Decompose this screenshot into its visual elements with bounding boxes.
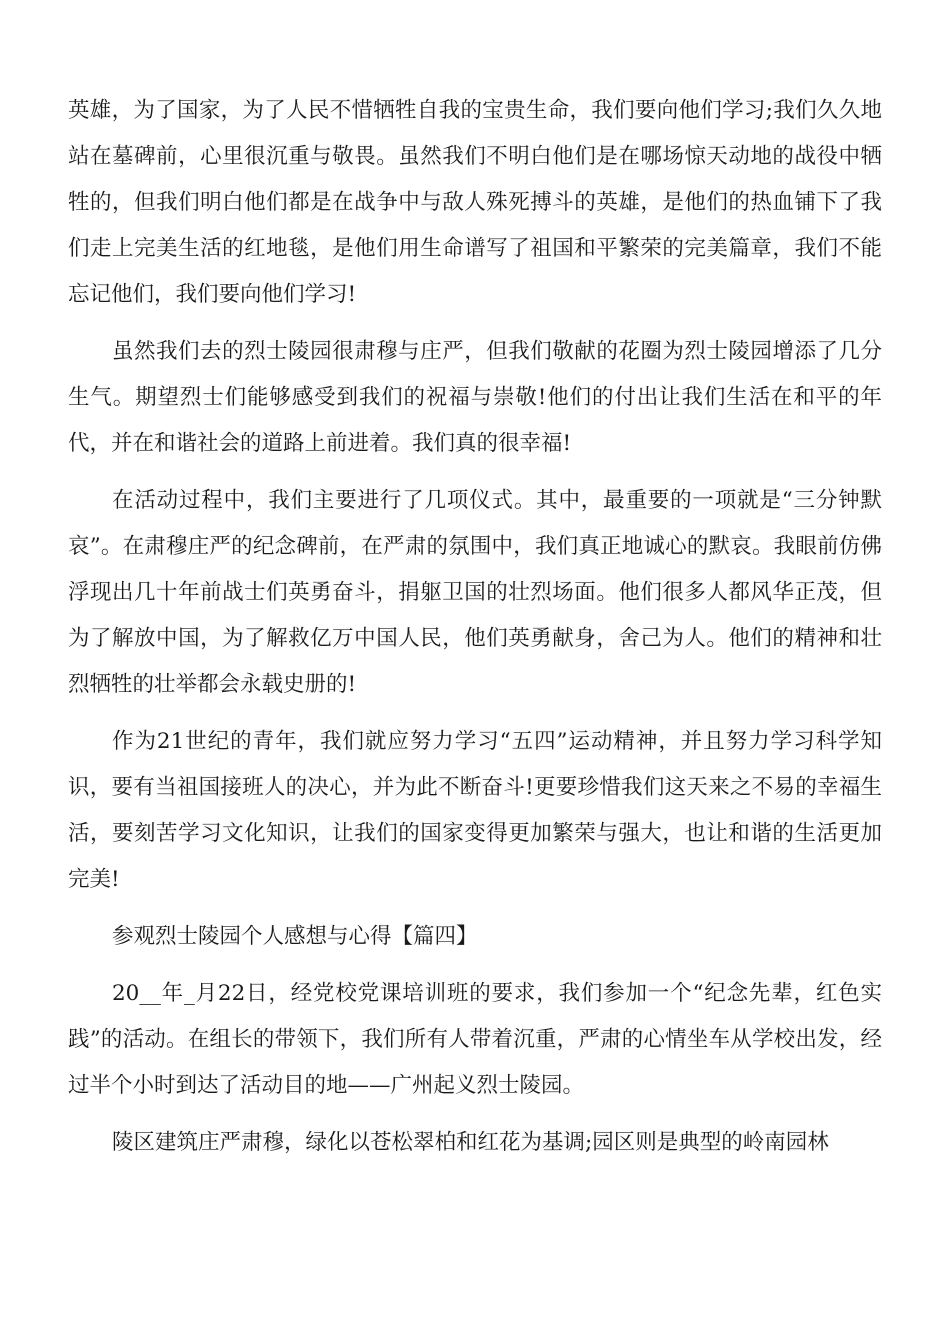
paragraph-6: 陵区建筑庄严肃穆，绿化以苍松翠柏和红花为基调;园区则是典型的岭南园林 — [112, 1130, 829, 1155]
paragraph-2: 虽然我们去的烈士陵园很肃穆与庄严，但我们敬献的花圈为烈士陵园增添了几分生气。期望烈士们能够感受到我们的祝福与崇敬!他们的付出让我们生活在和平的年代，并在和谐社会的道路上前进着。我们真的很幸福! — [68, 339, 882, 456]
paragraph-5: 20__年_月22日，经党校党课培训班的要求，我们参加一个“纪念先辈，红色实践”的活动。在组长的带领下，我们所有人带着沉重，严肃的心情坐车从学校出发，经过半个小时到达了活动目的地——广州起义烈士陵园。 — [68, 981, 882, 1098]
paragraph-4: 作为21世纪的青年，我们就应努力学习“五四”运动精神，并且努力学习科学知识，要有当祖国接班人的决心，并为此不断奋斗!更要珍惜我们这天来之不易的幸福生活，要刻苦学习文化知识，让我们的国家变得更加繁荣与强大，也让和谐的生活更加完美! — [68, 729, 882, 892]
paragraph-1: 英雄，为了国家，为了人民不惜牺牲自我的宝贵生命，我们要向他们学习;我们久久地站在墓碑前，心里很沉重与敬畏。虽然我们不明白他们是在哪场惊天动地的战役中牺牲的，但我们明白他们都是在战争中与敌人殊死搏斗的英雄，是他们的热血铺下了我们走上完美生活的红地毯，是他们用生命谱写了祖国和平繁荣的完美篇章，我们不能忘记他们，我们要向他们学习! — [68, 98, 882, 307]
paragraph-3: 在活动过程中，我们主要进行了几项仪式。其中，最重要的一项就是“三分钟默哀”。在肃穆庄严的纪念碑前，在严肃的氛围中，我们真正地诚心的默哀。我眼前仿佛浮现出几十年前战士们英勇奋斗，捐躯卫国的壮烈场面。他们很多人都风华正茂，但为了解放中国，为了解救亿万中国人民，他们英勇献身，舍己为人。他们的精神和壮烈牺牲的壮举都会永载史册的! — [68, 488, 882, 697]
document-page — [68, 88, 882, 1177]
section-heading: 参观烈士陵园个人感想与心得【篇四】 — [112, 924, 478, 949]
